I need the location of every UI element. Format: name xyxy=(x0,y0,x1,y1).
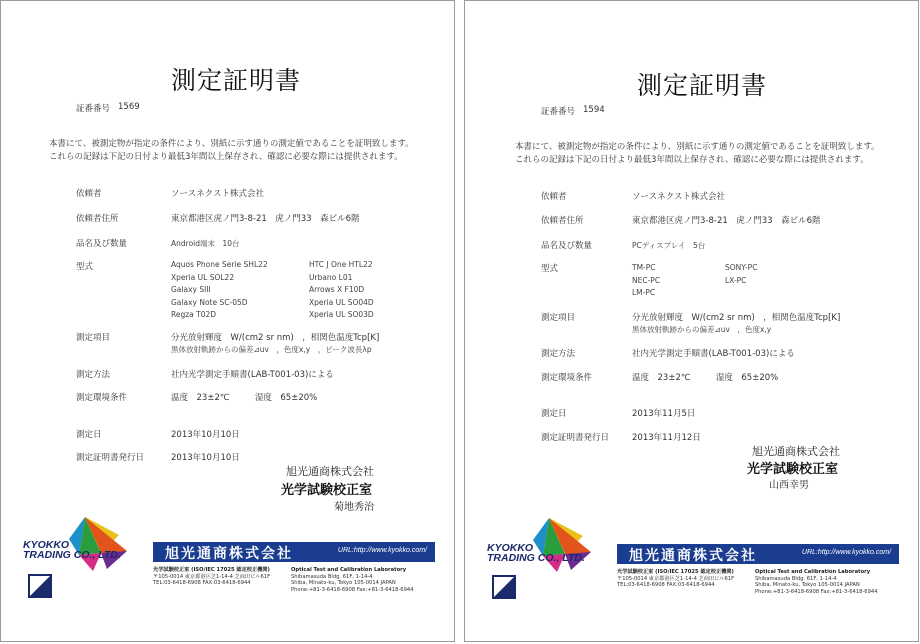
logo-fan-graphic xyxy=(23,513,133,609)
model-item: SONY-PC xyxy=(725,263,758,272)
model-label: 型式 xyxy=(541,264,559,274)
model-list-col2 xyxy=(725,262,757,287)
footer-jp-address: 〒105-0014 東京都港区芝1-14-4 芝商田ビル61F xyxy=(153,573,271,580)
model-item: LX-PC xyxy=(725,275,747,285)
banner-company-name: 旭光通商株式会社 xyxy=(629,548,757,564)
certificate-title: 測定証明書 xyxy=(637,71,768,100)
model-item: TM-PC xyxy=(632,263,656,272)
footer-en-lab-name: Optical Test and Calibration Laboratory xyxy=(755,569,871,575)
model-item: Galaxy SIII xyxy=(171,285,211,294)
company-logo xyxy=(23,513,133,609)
issuer-company: 旭光通商株式会社 xyxy=(752,445,840,458)
banner-company-name: 旭光通商株式会社 xyxy=(165,546,293,562)
logo-text-line1: KYOKKO xyxy=(487,542,534,554)
client-label: 依頼者 xyxy=(541,192,567,202)
footer-jp-lab-name: 光学試験校正室 (ISO/IEC 17025 認定校正機関) xyxy=(153,567,270,573)
items-label: 測定項目 xyxy=(76,333,111,343)
issuer-lab: 光学試験校正室 xyxy=(747,462,839,477)
measurement-date-value: 2013年11月5日 xyxy=(632,409,696,419)
certificate-left xyxy=(0,0,455,642)
model-list-col2 xyxy=(309,259,374,322)
environment-value: 温度 23±2℃ 湿度 65±20% xyxy=(632,373,779,383)
items-line1: 分光放射輝度 W/(cm2 sr nm) ，相関色温度Tcp[K] xyxy=(632,313,841,323)
items-line2: 黒体放射軌跡からの偏差⊿uv ，色度x,y xyxy=(632,325,772,334)
logo-text-line1: KYOKKO xyxy=(23,539,70,551)
footer-en-phone: Phone:+81-3-6418-6908 Fax:+81-3-6418-6944 xyxy=(755,588,878,595)
company-banner xyxy=(617,544,899,564)
footer-jp-info xyxy=(617,569,734,589)
footer-en-phone: Phone:+81-3-6418-6908 Fax:+81-3-6418-6944 xyxy=(291,586,414,593)
model-item: HTC J One HTL22 xyxy=(309,260,373,269)
logo-text-line2: TRADING CO., LTD. xyxy=(23,549,121,561)
model-label: 型式 xyxy=(76,262,94,272)
client-label: 依頼者 xyxy=(76,189,102,199)
certificate-number: 1594 xyxy=(583,105,605,115)
measurement-date-value: 2013年10月10日 xyxy=(171,430,240,440)
issue-date-value: 2013年11月12日 xyxy=(632,433,701,443)
model-item: Arrows X F10D xyxy=(309,285,365,294)
issue-date-label: 測定証明書発行日 xyxy=(76,453,145,463)
footer-en-address2: Shiba, Minato-ku, Tokyo 105-0014 JAPAN xyxy=(755,582,860,589)
company-logo xyxy=(487,514,597,610)
footer-jp-tel: TEL:03-6418-6908 FAX:03-6418-6944 xyxy=(153,580,251,587)
client-value: ソースネクスト株式会社 xyxy=(171,189,264,199)
model-item: Aquos Phone Serie SHL22 xyxy=(171,260,268,269)
model-list-col1 xyxy=(171,259,268,322)
method-value: 社内光学測定手順書(LAB-T001-03)による xyxy=(632,349,795,359)
certificate-number: 1569 xyxy=(118,102,140,112)
product-value: PCディスプレイ 5台 xyxy=(632,241,706,250)
certificate-intro: 本書にて、被測定物が指定の条件により、別紙に示す通りの測定値であることを証明致します。これらの記録は下記の日付より最低3年間以上保存され、確認に必要な際には提供されます。 xyxy=(49,139,414,162)
measurement-date-label: 測定日 xyxy=(541,409,567,419)
product-label: 品名及び数量 xyxy=(541,241,593,251)
issue-date-label: 測定証明書発行日 xyxy=(541,433,610,443)
items-label: 測定項目 xyxy=(541,313,576,323)
environment-label: 測定環境条件 xyxy=(541,373,593,383)
environment-label: 測定環境条件 xyxy=(76,393,128,403)
footer-jp-tel: TEL:03-6418-6908 FAX:03-6418-6944 xyxy=(617,582,715,589)
issuer-lab: 光学試験校正室 xyxy=(281,483,373,498)
certificate-right xyxy=(464,0,919,642)
model-item: Regza T02D xyxy=(171,310,217,319)
issuer-person: 山西幸男 xyxy=(769,480,809,491)
certificate-number-label: 証番番号 xyxy=(76,104,111,114)
footer-en-lab-name: Optical Test and Calibration Laboratory xyxy=(291,567,407,573)
footer-en-info xyxy=(291,567,414,593)
issue-date-value: 2013年10月10日 xyxy=(171,453,240,463)
certificate-title: 測定証明書 xyxy=(171,66,302,95)
certificate-number-label: 証番番号 xyxy=(541,107,576,117)
method-label: 測定方法 xyxy=(541,349,576,359)
model-item: Urbano L01 xyxy=(309,272,353,282)
model-item: NEC-PC xyxy=(632,275,661,285)
footer-jp-info xyxy=(153,567,270,587)
model-item: Xperia UL SO03D xyxy=(309,310,374,319)
logo-text-line2: TRADING CO., LTD. xyxy=(487,552,585,564)
issuer-company: 旭光通商株式会社 xyxy=(286,465,374,478)
certificate-intro: 本書にて、被測定物が指定の条件により、別紙に示す通りの測定値であることを証明致します。これらの記録は下記の日付より最低3年間以上保存され、確認に必要な際には提供されます。 xyxy=(515,142,880,165)
measurement-date-label: 測定日 xyxy=(76,430,102,440)
footer-en-info xyxy=(755,569,878,595)
product-label: 品名及び数量 xyxy=(76,239,128,249)
method-label: 測定方法 xyxy=(76,370,111,380)
company-banner xyxy=(153,542,435,562)
address-label: 依頼者住所 xyxy=(76,214,119,224)
footer-jp-address: 〒105-0014 東京都港区芝1-14-4 芝商田ビル61F xyxy=(617,575,735,582)
model-item: LM-PC xyxy=(632,288,656,297)
product-value: Android端末 10台 xyxy=(171,239,240,248)
environment-value: 温度 23±2℃ 湿度 65±20% xyxy=(171,393,318,403)
items-line1: 分光放射輝度 W/(cm2 sr nm) ，相関色温度Tcp[K] xyxy=(171,333,380,343)
model-item: Xperia UL SOL22 xyxy=(171,272,235,282)
issuer-person: 菊地秀治 xyxy=(334,502,374,513)
banner-url: URL:http://www.kyokko.com/ xyxy=(801,549,891,556)
address-value: 東京都港区虎ノ門3-8-21 虎ノ門33 森ビル6階 xyxy=(171,214,360,224)
address-value: 東京都港区虎ノ門3-8-21 虎ノ門33 森ビル6階 xyxy=(632,216,821,226)
method-value: 社内光学測定手順書(LAB-T001-03)による xyxy=(171,370,334,380)
address-label: 依頼者住所 xyxy=(541,216,584,226)
items-line2: 黒体放射軌跡からの偏差⊿uv ，色度x,y ，ピーク波長λp xyxy=(171,345,372,354)
model-list-col1 xyxy=(632,262,660,300)
model-item: Xperia UL SO04D xyxy=(309,297,374,307)
footer-en-address2: Shiba, Minato-ku, Tokyo 105-0014 JAPAN xyxy=(291,580,396,587)
client-value: ソースネクスト株式会社 xyxy=(632,192,725,202)
footer-jp-lab-name: 光学試験校正室 (ISO/IEC 17025 認定校正機関) xyxy=(617,569,734,575)
footer-en-address1: Shibamasuda Bldg. 61F, 1-14-4 xyxy=(755,575,837,582)
model-item: Galaxy Note SC-05D xyxy=(171,297,248,307)
footer-en-address1: Shibamasuda Bldg. 61F, 1-14-4 xyxy=(291,573,373,580)
banner-url: URL:http://www.kyokko.com/ xyxy=(337,547,427,554)
